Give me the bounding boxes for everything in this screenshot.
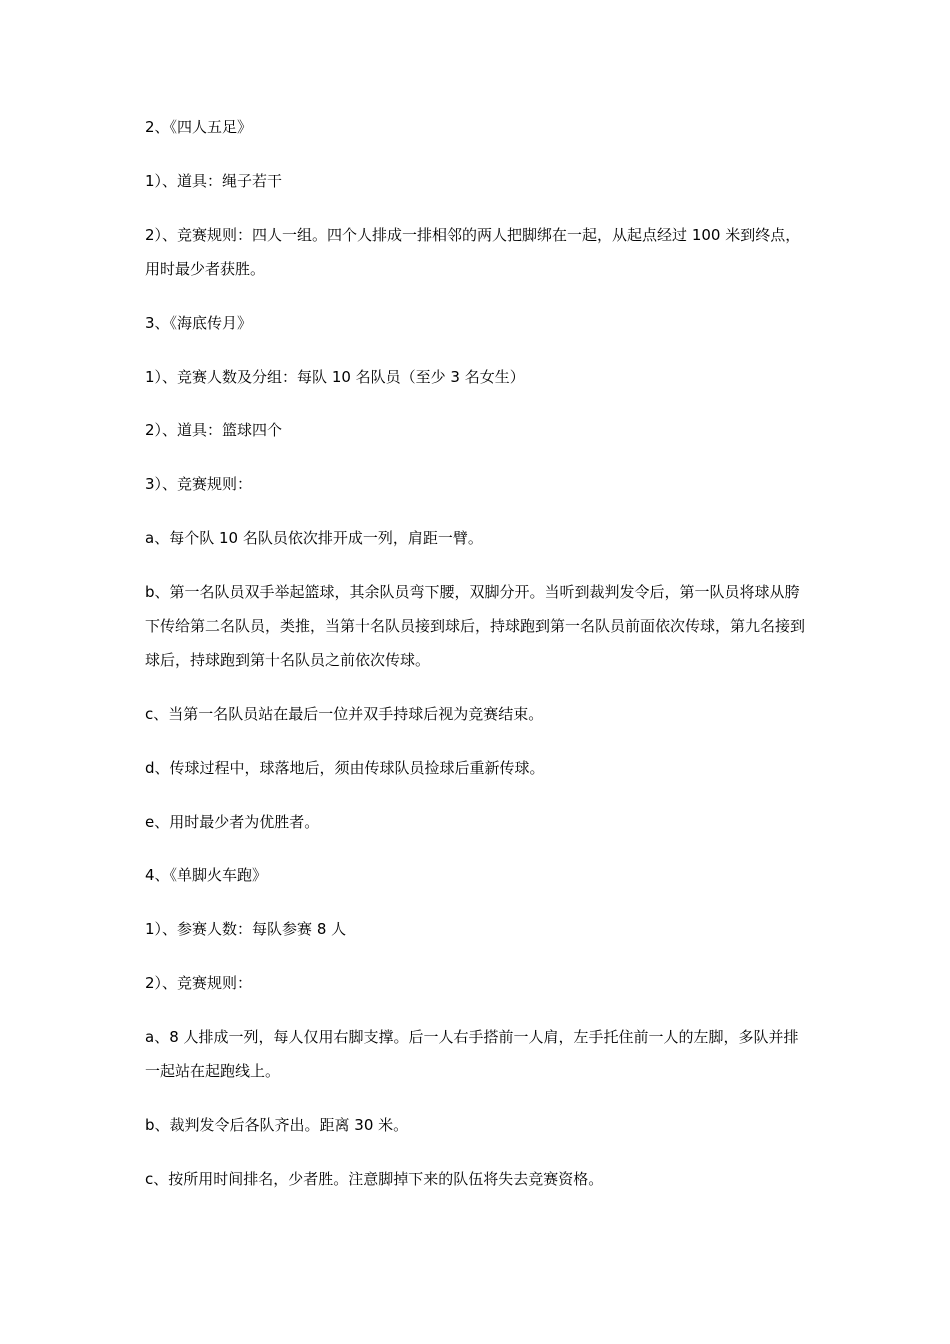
- heading-pass-the-moon: 3、《海底传月》: [145, 314, 253, 332]
- rule-a-formation: a、8 人排成一列，每人仅用右脚支撑。后一人右手搭前一人肩，左手托住前一人的左脚，多队并排一起站在起跑线上。: [145, 1028, 799, 1080]
- rule-c-ranking: c、按所用时间排名，少者胜。注意脚掉下来的队伍将失去竞赛资格。: [145, 1170, 604, 1188]
- item-rules-four-people: 2）、竞赛规则：四人一组。四个人排成一排相邻的两人把脚绑在一起，从起点经过 100 米到终点，用时最少者获胜。: [145, 226, 801, 278]
- heading-four-people-five-feet: 2、《四人五足》: [145, 118, 253, 136]
- item-participants-count: 1）、参赛人数：每队参赛 8 人: [145, 920, 347, 938]
- rule-e-winner: e、用时最少者为优胜者。: [145, 813, 320, 831]
- rule-b-start: b、裁判发令后各队齐出。距离 30 米。: [145, 1116, 409, 1134]
- rule-a-lineup: a、每个队 10 名队员依次排开成一列，肩距一臂。: [145, 529, 483, 547]
- item-rules-label-2: 2）、竞赛规则：: [145, 974, 253, 992]
- rule-c-finish: c、当第一名队员站在最后一位并双手持球后视为竞赛结束。: [145, 705, 544, 723]
- item-props-rope: 1）、道具：绳子若干: [145, 172, 283, 190]
- item-props-basketball: 2）、道具：篮球四个: [145, 421, 283, 439]
- rule-d-drop: d、传球过程中，球落地后，须由传球队员捡球后重新传球。: [145, 759, 545, 777]
- item-rules-label: 3）、竞赛规则：: [145, 475, 253, 493]
- heading-single-foot-train: 4、《单脚火车跑》: [145, 866, 268, 884]
- item-participants-grouping: 1）、竞赛人数及分组：每队 10 名队员（至少 3 名女生）: [145, 368, 525, 386]
- rule-b-passing: b、第一名队员双手举起篮球，其余队员弯下腰，双脚分开。当听到裁判发令后，第一队员将球从胯下传给第二名队员，类推，当第十名队员接到球后，持球跑到第一名队员前面依次传球，第九名接到球后，持球跑到第十名队员之前依次传球。: [145, 583, 806, 669]
